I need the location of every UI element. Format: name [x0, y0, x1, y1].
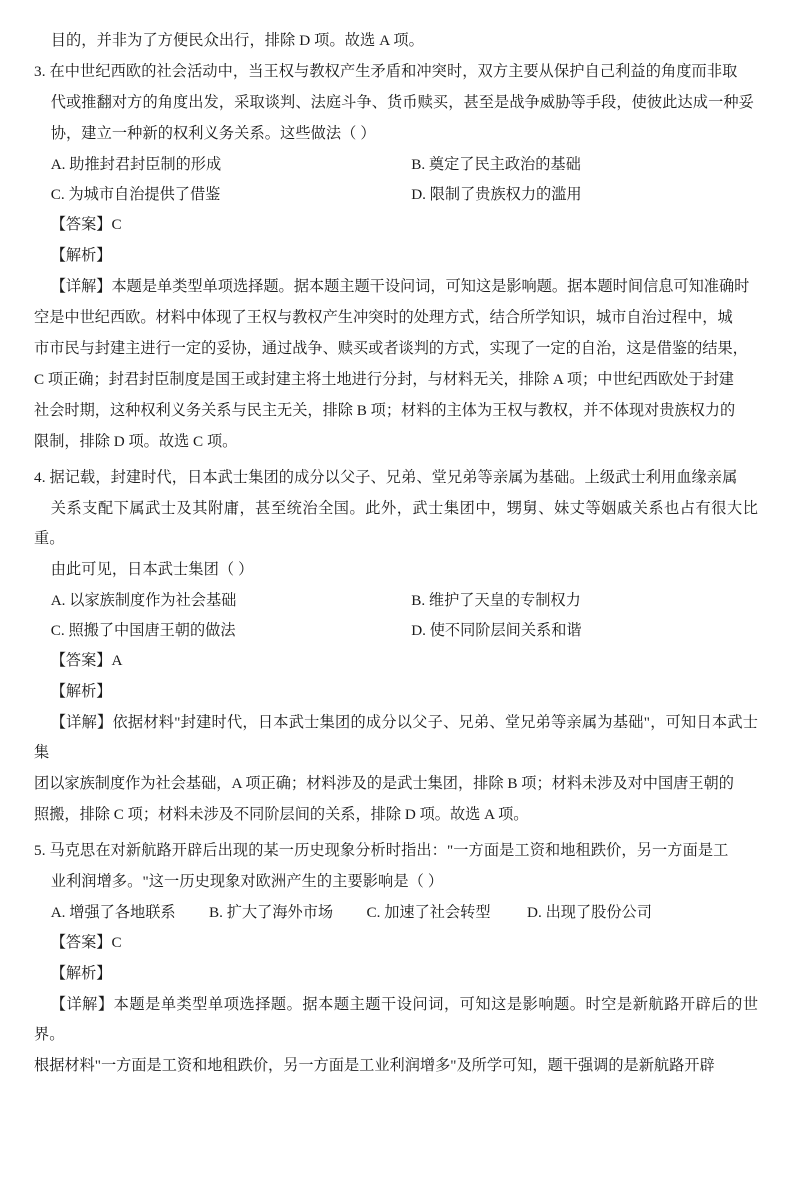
question-3-stem-line-1: 3. 在中世纪西欧的社会活动中，当王权与教权产生矛盾和冲突时，双方主要从保护自己利益的角度而非取 [34, 63, 738, 80]
question-block-4 [34, 463, 758, 830]
question-5-detail-line-1: 【详解】本题是单类型单项选择题。据本题主题干设问词，可知这是影响题。时空是新航路开辟后的世界。 [34, 996, 758, 1043]
question-3-option-d[interactable]: D. 限制了贵族权力的滥用 [411, 186, 582, 203]
question-3-analysis-label: 【解析】 [50, 247, 112, 264]
question-4-stem-line-2: 关系支配下属武士及其附庸，甚至统治全国。此外，武士集团中，甥舅、妹丈等姻戚关系也占有很大比重。 [34, 500, 758, 547]
question-4-stem-line-1: 4. 据记载，封建时代，日本武士集团的成分以父子、兄弟、堂兄弟等亲属为基础。上级武士利用血缘亲属 [34, 469, 738, 486]
question-4-option-b[interactable]: B. 维护了天皇的专制权力 [411, 592, 581, 609]
question-3-option-b[interactable]: B. 奠定了民主政治的基础 [411, 156, 581, 173]
question-3-detail-line-3: 市市民与封建主进行一定的妥协，通过战争、赎买或者谈判的方式，实现了一定的自治，这是借鉴的结果， [34, 340, 748, 357]
question-4-detail-line-2: 团以家族制度作为社会基础，A 项正确；材料涉及的是武士集团，排除 B 项；材料未涉及对中国唐王朝的 [34, 775, 734, 792]
question-4-option-d[interactable]: D. 使不同阶层间关系和谐 [411, 622, 582, 639]
question-3-stem-line-2: 代或推翻对方的角度出发，采取谈判、法庭斗争、货币赎买，甚至是战争威胁等手段，使彼此达成一种妥 [50, 94, 754, 111]
question-block-3 [34, 57, 758, 457]
question-4-detail-line-3: 照搬，排除 C 项；材料未涉及不同阶层间的关系，排除 D 项。故选 A 项。 [34, 806, 529, 823]
question-3-option-a[interactable]: A. 助推封君封臣制的形成 [50, 156, 222, 173]
question-3-detail-line-2: 空是中世纪西欧。材料中体现了王权与教权产生冲突时的处理方式，结合所学知识，城市自治过程中，城 [34, 309, 733, 326]
question-4-option-c[interactable]: C. 照搬了中国唐王朝的做法 [50, 622, 236, 639]
question-5-option-a[interactable]: A. 增强了各地联系 [50, 904, 176, 921]
question-4-answer: 【答案】A [50, 652, 123, 669]
question-3-option-c[interactable]: C. 为城市自治提供了借鉴 [50, 186, 221, 203]
question-5-stem-line-1: 5. 马克思在对新航路开辟后出现的某一历史现象分析时指出："一方面是工资和地租跌价，另一方面是工 [34, 842, 729, 859]
question-3-options-row-2 [34, 180, 758, 210]
question-3-detail-line-4: C 项正确；封君封臣制度是国王或封建主将土地进行分封，与材料无关，排除 A 项；中世纪西欧处于封建 [34, 371, 734, 388]
question-5-answer: 【答案】C [50, 934, 122, 951]
question-3-answer: 【答案】C [50, 216, 122, 233]
question-5-detail-line-2: 根据材料"一方面是工资和地租跌价，另一方面是工业利润增多"及所学可知，题干强调的是新航路开辟 [34, 1057, 715, 1074]
question-4-stem-line-3: 由此可见，日本武士集团（ ） [50, 561, 254, 578]
question-3-detail-line-1: 【详解】本题是单类型单项选择题。据本题主题干设问词，可知这是影响题。据本题时间信息可知准确时 [50, 278, 750, 295]
question-3-detail-line-5: 社会时期，这种权利义务关系与民主无关，排除 B 项；材料的主体为王权与教权，并不体现对贵族权力的 [34, 402, 736, 419]
question-3-stem-line-3: 协，建立一种新的权利义务关系。这些做法（ ） [50, 125, 376, 142]
question-4-analysis-label: 【解析】 [50, 683, 112, 700]
top-fragment: 目的，并非为了方便民众出行，排除 D 项。故选 A 项。 [50, 32, 424, 49]
question-5-option-b[interactable]: B. 扩大了海外市场 [209, 904, 334, 921]
question-4-detail-line-1: 【详解】依据材料"封建时代，日本武士集团的成分以父子、兄弟、堂兄弟等亲属为基础"，可知日本武士集 [34, 714, 758, 761]
question-3-options-row-1 [34, 150, 758, 180]
question-4-options-row-2 [34, 616, 758, 646]
question-5-option-c[interactable]: C. 加速了社会转型 [366, 904, 491, 921]
question-4-option-a[interactable]: A. 以家族制度作为社会基础 [50, 592, 237, 609]
question-3-detail-line-6: 限制，排除 D 项。故选 C 项。 [34, 433, 238, 450]
question-4-options-row-1 [34, 586, 758, 616]
question-5-stem-line-2: 业利润增多。"这一历史现象对欧洲产生的主要影响是（ ） [50, 873, 444, 890]
question-block-5 [34, 836, 758, 1081]
question-5-analysis-label: 【解析】 [50, 965, 112, 982]
question-5-option-d[interactable]: D. 出现了股份公司 [527, 904, 652, 921]
question-5-options-row [34, 898, 758, 928]
